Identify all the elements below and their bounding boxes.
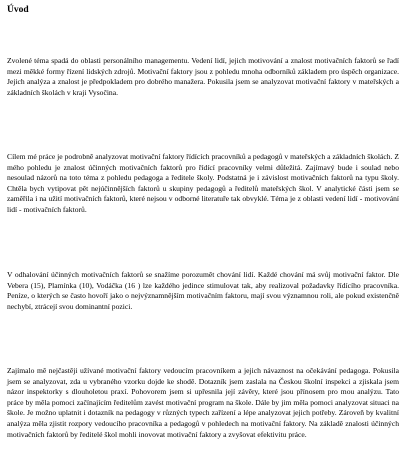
paragraph-goal: Cílem mé práce je podrobně analyzovat motivační faktory řídících pracovníků a pedagogů v mateřských a základních školách. Z mého pohledu je znalost účinných motivačních faktorů pro řídící pracovníky velmi důležitá. Zajímavý bude i soulad nebo nesoulad názorů na toto téma z pohledu pedagoga a ředitele školy. Podstatná je i závislost motivačních faktorů na typu školy. Chtěla bych vytipovat pět nejúčinnějších faktorů u skupiny pedagogů a ředitelů mateřských škol. V analytické části jsem se zaměřila i na užití motivačních faktorů, které nejsou v odborné literatuře tak obvyklé. Téma je z oblasti vedení lidí - motivování lidí - motivačních faktorů. bbox=[7, 152, 399, 214]
paragraph-motivation-factors: V odhalování účinných motivačních faktorů se snažíme porozumět chování lidí. Každé chování má svůj motivační faktor. Dle Vebera (15), Plamínka (10), Vodáčka (16 ) lze každého jedince stimulovat tak, aby realizoval požadavky řídícího pracovníka. Peníze, o kterých se často hovoří jako o nejvýznamnějším motivačním faktoru, mají svou významnou roli, ale pokud existenčně nechybí, ztrácejí svou dominantní pozici. bbox=[7, 270, 399, 311]
paragraph-analysis-purpose: Zajímalo mě nejčastěji užívané motivační faktory vedoucím pracovníkem a jejich návaznost na očekávání pedagoga. Pokusila jsem se analyzovat, zda u vybraného vzorku dojde ke shodě. Dotazník jsem zaslala na Českou školní inspekci a zjiskala jsem názor inspektorky s dlouholetou praxí. Pohovorem jsem si upřesnila její závěry, které jsou přínosem pro mou analýzu. Tato práce by měla pomoci začínajícím ředitelům zavést motivační program na škole. Dále by jim měla pomoci analyzovat situaci na škole. Je možno uplatnit i dotazník na pedagogy v různých typech zařízení a lépe analyzovat jejich potřeby. Zároveň by kvalitní analýza měla zjistit rozpory vedoucího pracovníka a pedagogů v pohledech na motivační faktory. Na základě znalosti účinných motivačních faktorů by ředitelé škol mohli inovovat motivační faktory a zvyšovat efektivitu práce. bbox=[7, 366, 399, 439]
section-heading: Úvod bbox=[7, 5, 29, 15]
paragraph-intro-topic: Zvolené téma spadá do oblasti personálního managementu. Vedení lidí, jejich motivování a znalost motivačních faktorů se řadí mezi měkké formy řízení lidských zdrojů. Motivační faktory jsou z pohledu mnoha odborníků základem pro úspěch organizace. Jejich analýza a znalost je předpokladem pro dobrého manažera. Pokusila jsem se analyzovat motivační faktory v mateřských a základních školách v kraji Vysočina. bbox=[7, 56, 399, 97]
